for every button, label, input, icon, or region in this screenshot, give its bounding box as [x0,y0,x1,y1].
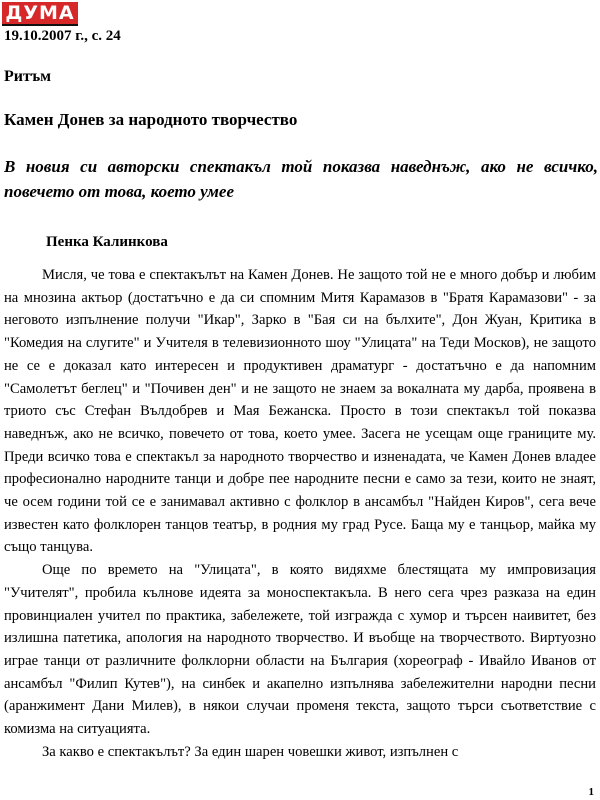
author-byline: Пенка Калинкова [46,234,168,250]
paragraph-1: Мисля, че това е спектакълът на Камен Донев. Не защото той не е много добър и любим на мнозина актьор (достатъчно е да си спомним Митя Карамазов в "Братя Карамазови" - за неговото изпълнение получи "Икар", Зарко в "Бая си на бълхите", Дон Жуан, Критика в "Комедия на слугите" и Учителя в телевизионното шоу "Улицата" на Теди Москов), не защото не се е доказал като интересен и продуктивен драматург - достатъчно е да напомним "Самолетът беглец" и "Почивен ден" и не защото не знаем за вокалната му дарба, проявена в триото със Стефан Вълдобрев и Мая Бежанска. Просто в този спектакъл той показва наведнъж, ако не всичко, повечето от това, което умее. Засега не усещам още границите му. Преди всичко това е спектакъл за народното творчество и изненадата, че Камен Донев владее професионално народните танци и добре пее народните песни е само за тези, които не знаят, че осем години той се е занимавал активно с фолклор в ансамбъл "Найден Киров", сега вече известен като фолклорен танцов театър, в родния му град Русе. Баща му е танцьор, майка му също танцува. [4,267,596,556]
newspaper-logo [2,2,80,26]
paragraph-2: Още по времето на "Улицата", в която видяхме блестящата му импровизация "Учителят", пробила кълнове идеята за моноспектакъла. В него сега чрез разказа на един провинциален учител по практика, забележете, той изгражда с хумор и търсен наивитет, без излишна патетика, апология на народното творчество. И въобще на творчеството. Виртуозно играе танци от различните фолклорни области на България (хореограф - Ивайло Иванов от ансамбъл "Филип Кутев"), на синбек и акапелно изпълнява забележителни народни песни (аранжимент Дани Милев), в някои случаи променя текста, защото търси съответствие с комизма на ситуацията. [4,562,596,738]
logo-box [2,2,78,24]
rubric: Ритъм [4,68,52,85]
logo-text: ДУМА [5,2,75,24]
dateline: 19.10.2007 г., с. 24 [4,28,121,44]
paragraph-3: За какво е спектакълът? За един шарен човешки живот, изпълнен с [42,743,459,760]
headline: Камен Донев за народното творчество [4,110,298,129]
page-number: 1 [588,786,594,798]
logo-underline [2,24,78,26]
subheadline: В новия си авторски спектакъл той показва наведнъж, ако не всичко, повечето от това, което умее [4,157,598,201]
article-body [4,264,596,763]
